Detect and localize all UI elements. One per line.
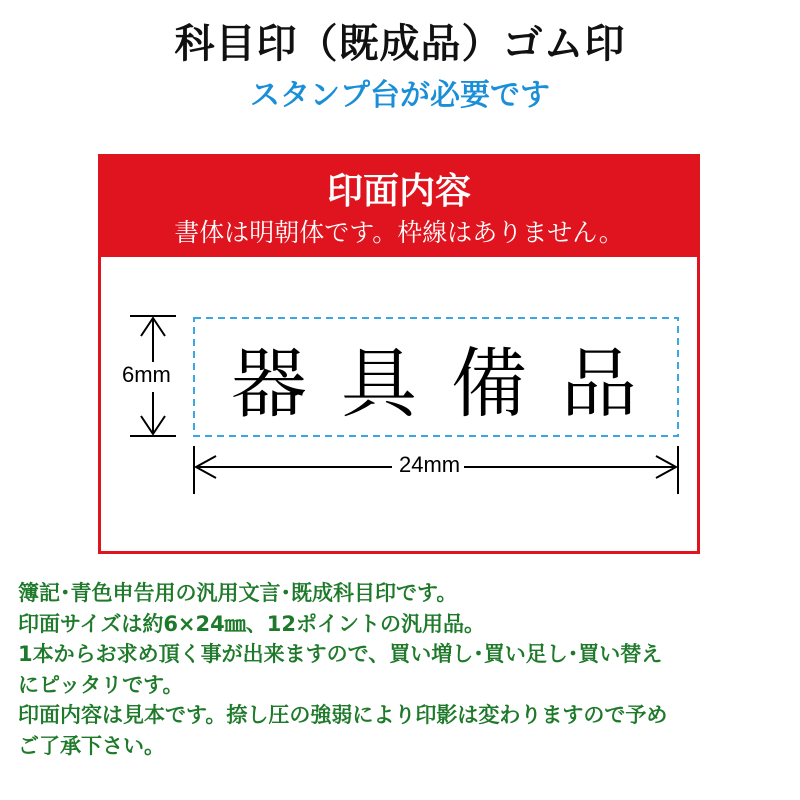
- page-subtitle: スタンプ台が必要です: [250, 78, 550, 113]
- panel-title: 印面内容: [326, 171, 471, 212]
- description-line: 簿記･青色申告用の汎用文言･既成科目印です。: [18, 581, 458, 605]
- panel-note: 書体は明朝体です。枠線はありません。: [174, 218, 624, 247]
- product-description: [18, 578, 788, 761]
- stamp-sample-text: 器具備品: [231, 338, 671, 428]
- description-line: ご了承下さい。: [18, 733, 165, 758]
- height-dimension-label: 6mm: [122, 362, 171, 387]
- page-title: 科目印（既成品）ゴム印: [174, 21, 626, 67]
- description-line: にピッタリです。: [18, 672, 184, 697]
- description-line: 印面内容は見本です。捺し圧の強弱により印影は変わりますので予め: [18, 703, 668, 727]
- description-line: 印面サイズは約6×24㎜、12ポイントの汎用品。: [18, 611, 485, 636]
- width-dimension-label: 24mm: [395, 452, 464, 478]
- description-line: 1本からお求め頂く事が出来ますので、買い増し･買い足し･買い替え: [18, 642, 663, 666]
